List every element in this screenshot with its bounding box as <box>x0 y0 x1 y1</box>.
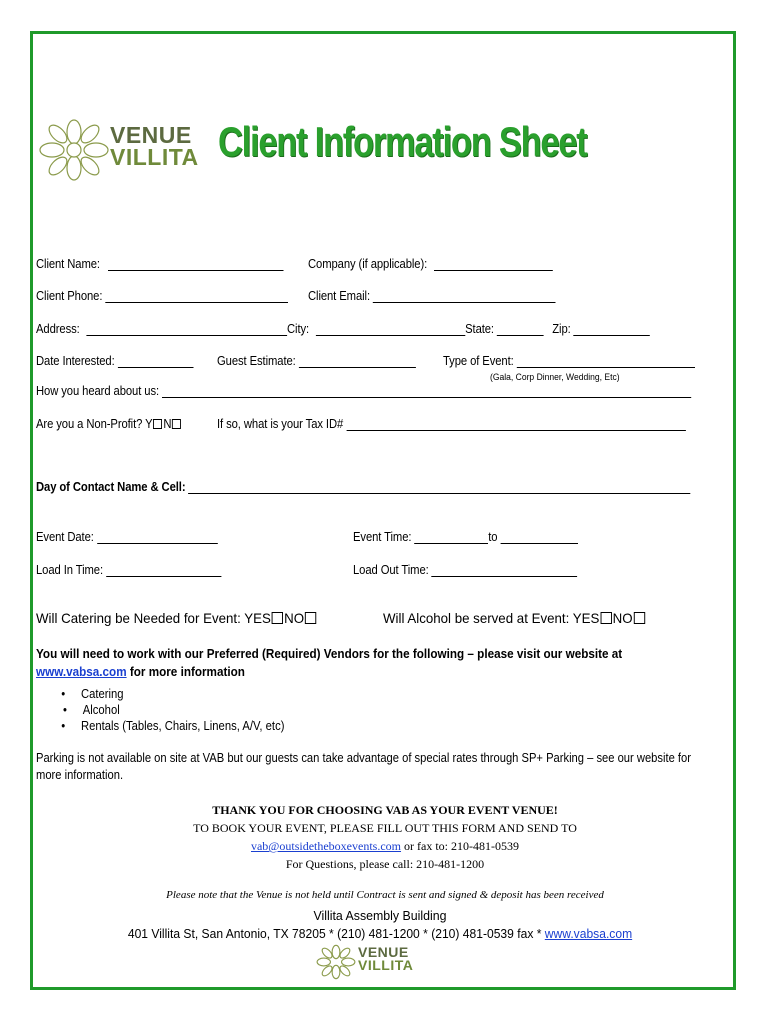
list-item: • Catering <box>81 686 284 702</box>
non-profit-yes-checkbox[interactable] <box>153 419 162 429</box>
catering-no-checkbox[interactable] <box>305 612 316 624</box>
parking-line1: Parking is not available on site at VAB but our guests can take advantage of special rates through SP+ Parking – see our website for <box>36 751 691 765</box>
event-date-label: Event Date: <box>36 530 94 544</box>
client-name-field[interactable] <box>108 258 284 271</box>
company-field[interactable] <box>434 258 553 271</box>
logo-line2: VILLITA <box>110 143 199 170</box>
client-phone-label: Client Phone: <box>36 289 103 303</box>
doc-contact-field[interactable] <box>189 481 691 494</box>
load-in-field[interactable] <box>106 564 221 577</box>
state-field[interactable] <box>497 323 544 336</box>
flower-icon <box>38 118 110 182</box>
logo-line1: VENUE <box>358 944 409 960</box>
company-label: Company (if applicable): <box>308 257 428 271</box>
list-item: • Rentals (Tables, Chairs, Linens, A/V, etc) <box>81 718 284 734</box>
venue-villita-logo-small <box>316 944 426 980</box>
logo-line2: VILLITA <box>358 957 414 974</box>
booking-email-link[interactable]: vab@outsidetheboxevents.com <box>250 839 402 853</box>
catering-yes-checkbox[interactable] <box>272 612 283 624</box>
zip-label: Zip: <box>552 322 571 336</box>
tax-id-label: If so, what is your Tax ID# <box>217 417 344 431</box>
heard-about-label: How you heard about us: <box>36 384 160 398</box>
building-name: Villita Assembly Building <box>313 908 447 923</box>
load-out-label: Load Out Time: <box>353 563 429 577</box>
doc-contact-label: Day of Contact Name & Cell: <box>36 480 186 494</box>
parking-note <box>36 750 691 784</box>
fax-text: or fax to: 210-481-0539 <box>401 839 519 853</box>
city-field[interactable] <box>316 323 465 336</box>
state-label: State: <box>465 322 494 336</box>
address-label: Address: <box>36 322 80 336</box>
client-name-label: Client Name: <box>36 257 100 271</box>
non-profit-label: Are you a Non-Profit? Y <box>36 417 153 431</box>
type-of-event-hint: (Gala, Corp Dinner, Wedding, Etc) <box>490 372 620 383</box>
page-title: Client Information Sheet <box>218 118 587 165</box>
alcohol-yes-checkbox[interactable] <box>600 612 611 624</box>
client-email-label: Client Email: <box>308 289 370 303</box>
footer-website-link[interactable]: www.vabsa.com <box>544 926 633 941</box>
footer-address: 401 Villita St, San Antonio, TX 78205 * (210) 481-1200 * (210) 481-0539 fax * <box>127 926 545 941</box>
client-phone-field[interactable] <box>105 290 288 303</box>
non-profit-no-checkbox[interactable] <box>172 419 181 429</box>
book-instructions: TO BOOK YOUR EVENT, PLEASE FILL OUT THIS FORM AND SEND TO <box>193 821 577 835</box>
flower-icon <box>316 944 356 980</box>
catering-no-label: NO <box>284 610 305 626</box>
date-interested-field[interactable] <box>118 355 194 368</box>
event-date-field[interactable] <box>97 531 218 544</box>
guest-estimate-label: Guest Estimate: <box>217 354 296 368</box>
load-out-field[interactable] <box>432 564 578 577</box>
vendor-list <box>81 686 307 734</box>
contract-note: Please note that the Venue is not held until Contract is sent and signed & deposit has been received <box>166 889 604 901</box>
alcohol-no-checkbox[interactable] <box>634 612 645 624</box>
event-time-end-field[interactable] <box>501 531 578 544</box>
type-of-event-label: Type of Event: <box>443 354 514 368</box>
vendor-notice <box>36 645 622 681</box>
non-profit-n-label: N <box>163 417 172 431</box>
client-email-field[interactable] <box>373 290 556 303</box>
thanks-heading: THANK YOU FOR CHOOSING VAB AS YOUR EVENT VENUE! <box>212 803 558 817</box>
event-time-label: Event Time: <box>353 530 412 544</box>
vendor-notice-line2: for more information <box>126 664 245 679</box>
event-time-start-field[interactable] <box>414 531 488 544</box>
alcohol-no-label: NO <box>612 610 633 626</box>
zip-field[interactable] <box>574 323 651 336</box>
logo-line1: VENUE <box>110 122 192 148</box>
alcohol-question: Will Alcohol be served at Event: YES <box>383 610 600 626</box>
vendor-website-link[interactable]: www.vabsa.com <box>36 664 127 679</box>
vendor-notice-line1: You will need to work with our Preferred (Required) Vendors for the following – please visit our website at <box>36 646 623 661</box>
to-label: to <box>488 530 498 544</box>
list-item: • Alcohol <box>81 702 284 718</box>
catering-question: Will Catering be Needed for Event: YES <box>36 610 271 626</box>
load-in-label: Load In Time: <box>36 563 104 577</box>
heard-about-field[interactable] <box>162 385 691 398</box>
parking-line2: more information. <box>36 768 124 782</box>
tax-id-field[interactable] <box>346 418 685 431</box>
guest-estimate-field[interactable] <box>299 355 416 368</box>
type-of-event-field[interactable] <box>517 355 695 368</box>
city-label: City: <box>287 322 310 336</box>
questions-text: For Questions, please call: 210-481-1200 <box>285 857 485 871</box>
address-field[interactable] <box>86 323 287 336</box>
date-interested-label: Date Interested: <box>36 354 115 368</box>
